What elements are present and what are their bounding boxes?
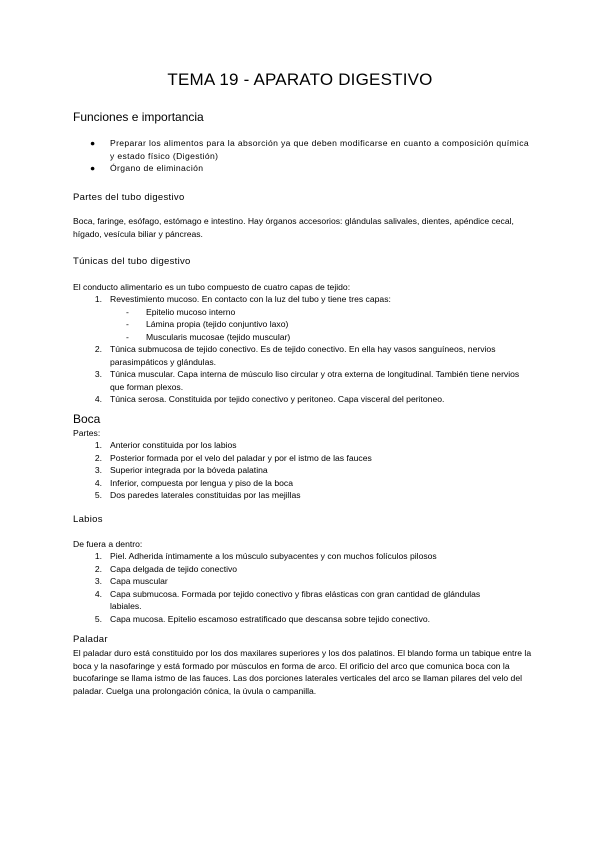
list-item bbox=[94, 613, 510, 626]
heading-paladar: Paladar bbox=[73, 634, 108, 645]
list-item bbox=[94, 563, 510, 576]
list-number: 1. bbox=[94, 551, 102, 561]
heading-partes: Partes del tubo digestivo bbox=[73, 192, 185, 203]
list-item bbox=[94, 489, 525, 502]
list-item-text: Superior integrada por la bóveda palatina bbox=[110, 465, 268, 475]
list-item bbox=[94, 464, 525, 477]
list-number: 1. bbox=[94, 440, 102, 450]
list-number: 4. bbox=[94, 477, 102, 488]
heading-labios: Labios bbox=[73, 514, 103, 525]
list-item-text: Túnica muscular. Capa interna de músculo liso circular y otra externa de longitudinal. También tiene nervios que forman plexos. bbox=[110, 369, 520, 392]
list-number: 5. bbox=[94, 613, 102, 624]
list-item-text: Preparar los alimentos para la absorción ya que deben modificarse en cuanto a composición química y estado físico (Digestión) bbox=[110, 138, 529, 161]
dash-icon: - bbox=[126, 331, 129, 342]
list-item-text: Dos paredes laterales constituidas por las mejillas bbox=[110, 490, 301, 500]
document-title: TEMA 19 - APARATO DIGESTIVO bbox=[167, 70, 433, 89]
list-item-text: Inferior, compuesta por lengua y piso de la boca bbox=[110, 477, 293, 488]
labios-list bbox=[94, 550, 510, 625]
heading-boca: Boca bbox=[73, 412, 101, 426]
list-item bbox=[94, 439, 525, 452]
sub-list-item bbox=[126, 318, 446, 331]
list-number: 2. bbox=[94, 563, 102, 574]
list-number: 4. bbox=[94, 588, 102, 599]
funciones-list bbox=[90, 137, 530, 175]
list-item-text: Túnica serosa. Constituida por tejido conectivo y peritoneo. Capa visceral del peritoneo. bbox=[110, 394, 445, 404]
sub-list-item-text: Muscularis mucosae (tejido muscular) bbox=[146, 331, 291, 342]
paladar-paragraph: El paladar duro está constituido por los dos maxilares superiores y los dos palatinos. El blando forma un tabique entre la boca y la nasofaringe y está formado por músculos en forma de arco. El orificio del arco que comunica boca con la bucofaringe se llama istmo de las fauces. Las dos porciones laterales verticales del arco se llaman pilares del velo del paladar. Cuelga una prolongación cónica, la úvula o campanilla. bbox=[73, 648, 532, 696]
tunicas-intro: El conducto alimentario es un tubo compuesto de cuatro capas de tejido: bbox=[73, 282, 351, 292]
list-item bbox=[94, 343, 525, 368]
sub-list-item bbox=[126, 306, 446, 319]
list-number: 5. bbox=[94, 490, 102, 500]
boca-list bbox=[94, 439, 525, 502]
labios-intro: De fuera a dentro: bbox=[73, 539, 143, 549]
list-item bbox=[94, 393, 525, 406]
list-number: 2. bbox=[94, 344, 102, 354]
sub-list-item-text: Epitelio mucoso interno bbox=[146, 306, 236, 317]
list-number: 3. bbox=[94, 465, 102, 475]
list-number: 3. bbox=[94, 369, 102, 379]
sub-list-item bbox=[126, 331, 446, 344]
list-item-text: Piel. Adherida íntimamente a los músculo subyacentes y con muchos folículos pilosos bbox=[110, 551, 437, 561]
dash-icon: - bbox=[126, 319, 129, 329]
list-item-text: Capa submucosa. Formada por tejido conectivo y fibras elásticas con gran cantidad de glándulas labiales. bbox=[110, 588, 481, 611]
list-item bbox=[94, 368, 525, 393]
tunicas-sublist bbox=[126, 306, 446, 344]
list-item-text: Órgano de eliminación bbox=[110, 163, 204, 173]
bullet-icon: ● bbox=[90, 138, 96, 148]
list-number: 3. bbox=[94, 576, 102, 586]
partes-paragraph: Boca, faringe, esófago, estómago e intestino. Hay órganos accesorios: glándulas salivales, dientes, apéndice cecal, hígado, vesícula biliar y páncreas. bbox=[73, 216, 514, 239]
list-item-text: Capa mucosa. Epitelio escamoso estratificado que descansa sobre tejido conectivo. bbox=[110, 613, 431, 624]
list-item-text: Posterior formada por el velo del paladar y por el istmo de las fauces bbox=[110, 452, 372, 463]
list-item bbox=[90, 137, 530, 162]
list-item-text: Revestimiento mucoso. En contacto con la luz del tubo y tiene tres capas: bbox=[110, 294, 391, 304]
list-item-text: Capa delgada de tejido conectivo bbox=[110, 563, 238, 574]
list-item bbox=[94, 588, 510, 613]
heading-funciones: Funciones e importancia bbox=[73, 110, 204, 124]
list-number: 4. bbox=[94, 394, 102, 404]
dash-icon: - bbox=[126, 306, 129, 317]
list-item bbox=[94, 550, 510, 563]
boca-label: Partes: bbox=[73, 428, 101, 438]
list-number: 1. bbox=[94, 294, 102, 304]
list-item-text: Túnica submucosa de tejido conectivo. Es de tejido conectivo. En ella hay vasos sanguíneos, nervios parasimpáticos y glándulas. bbox=[110, 344, 496, 367]
list-item bbox=[94, 575, 510, 588]
list-number: 2. bbox=[94, 452, 102, 463]
list-item bbox=[94, 452, 525, 465]
list-item bbox=[94, 293, 525, 343]
list-item bbox=[90, 162, 530, 175]
list-item-text: Capa muscular bbox=[110, 576, 168, 586]
list-item bbox=[94, 477, 525, 490]
sub-list-item-text: Lámina propia (tejido conjuntivo laxo) bbox=[146, 319, 289, 329]
tunicas-list bbox=[94, 293, 525, 406]
list-item-text: Anterior constituida por los labios bbox=[110, 440, 237, 450]
bullet-icon: ● bbox=[90, 163, 96, 173]
heading-tunicas: Túnicas del tubo digestivo bbox=[73, 256, 191, 267]
